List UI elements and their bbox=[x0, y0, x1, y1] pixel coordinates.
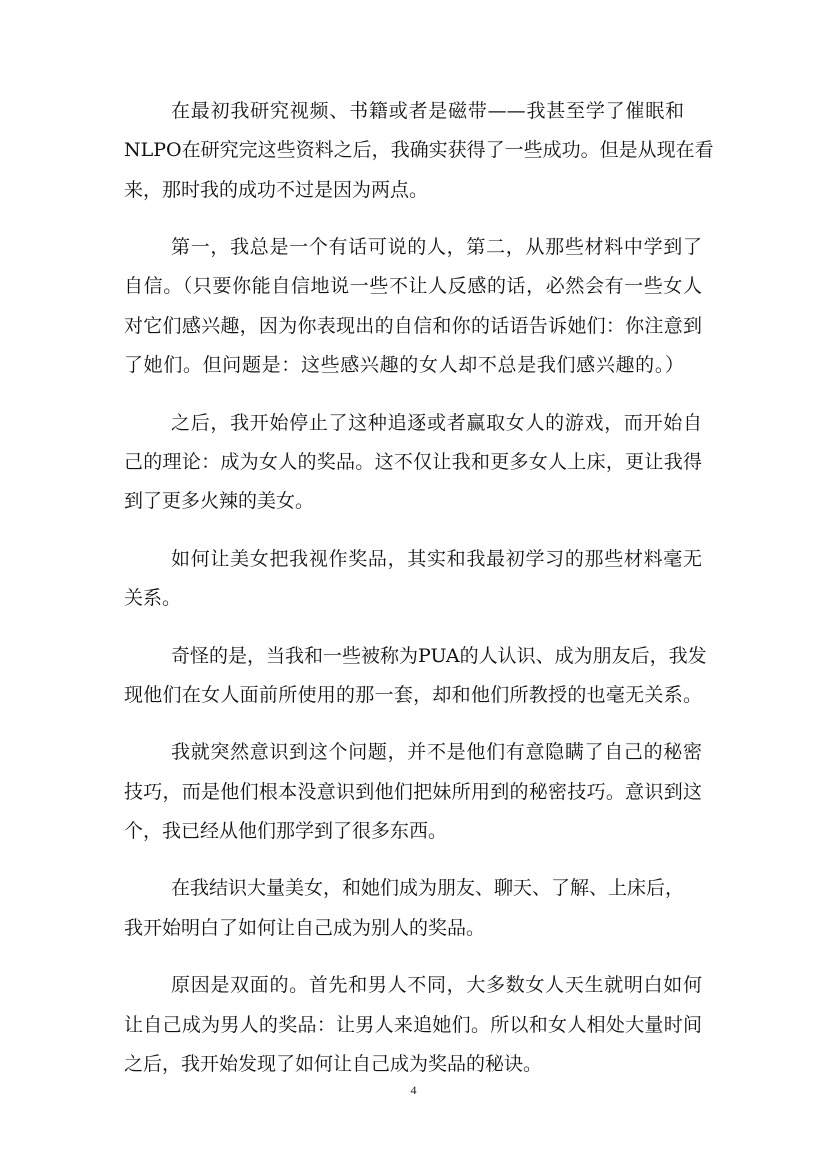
paragraph-5-line-2: 现他们在女人面前所使用的那一套，却和他们所教授的也毫无关系。 bbox=[124, 684, 702, 706]
paragraph-2-line-1: 第一，我总是一个有话可说的人，第二，从那些材料中学到了 bbox=[171, 236, 702, 258]
paragraph-3-line-2: 己的理论：成为女人的奖品。这不仅让我和更多女人上床，更让我得 bbox=[124, 451, 702, 473]
paragraph-2-line-2: 自信。（只要你能自信地说一些不让人反感的话，必然会有一些女人 bbox=[124, 275, 702, 297]
paragraph-6-line-2: 技巧，而是他们根本没意识到他们把妹所用到的秘密技巧。意识到这 bbox=[124, 781, 702, 803]
paragraph-1-line-1: 在最初我研究视频、书籍或者是磁带——我甚至学了催眠和 bbox=[171, 100, 684, 122]
paragraph-2-line-4: 了她们。但问题是：这些感兴趣的女人却不总是我们感兴趣的。） bbox=[124, 354, 684, 376]
paragraph-3-line-3: 到了更多火辣的美女。 bbox=[124, 490, 315, 512]
paragraph-8-line-2: 让自己成为男人的奖品：让男人来追她们。所以和女人相处大量时间 bbox=[124, 1014, 702, 1036]
paragraph-4-line-1: 如何让美女把我视作奖品，其实和我最初学习的那些材料毫无 bbox=[171, 548, 702, 570]
paragraph-7-line-2: 我开始明白了如何让自己成为别人的奖品。 bbox=[124, 917, 486, 939]
paragraph-4-line-2: 关系。 bbox=[124, 587, 182, 609]
paragraph-7-line-1: 在我结识大量美女，和她们成为朋友、聊天、了解、上床后， bbox=[171, 877, 685, 899]
paragraph-8-line-3: 之后，我开始发现了如何让自己成为奖品的秘诀。 bbox=[124, 1053, 543, 1075]
paragraph-8-line-1: 原因是双面的。首先和男人不同，大多数女人天生就明白如何 bbox=[171, 974, 702, 996]
paragraph-5-line-1: 奇怪的是，当我和一些被称为PUA的人认识、成为朋友后，我发 bbox=[171, 645, 707, 667]
paragraph-3-line-1: 之后，我开始停止了这种追逐或者赢取女人的游戏，而开始自 bbox=[171, 412, 702, 434]
paragraph-6-line-1: 我就突然意识到这个问题，并不是他们有意隐瞒了自己的秘密 bbox=[171, 741, 702, 763]
paragraph-1-line-2: NLPO在研究完这些资料之后，我确实获得了一些成功。但是从现在看 bbox=[124, 139, 714, 161]
paragraph-2-line-3: 对它们感兴趣，因为你表现出的自信和你的话语告诉她们：你注意到 bbox=[124, 315, 702, 337]
page-number: 4 bbox=[410, 1083, 417, 1097]
paragraph-6-line-3: 个，我已经从他们那学到了很多东西。 bbox=[124, 820, 448, 842]
paragraph-1-line-3: 来，那时我的成功不过是因为两点。 bbox=[124, 179, 429, 201]
